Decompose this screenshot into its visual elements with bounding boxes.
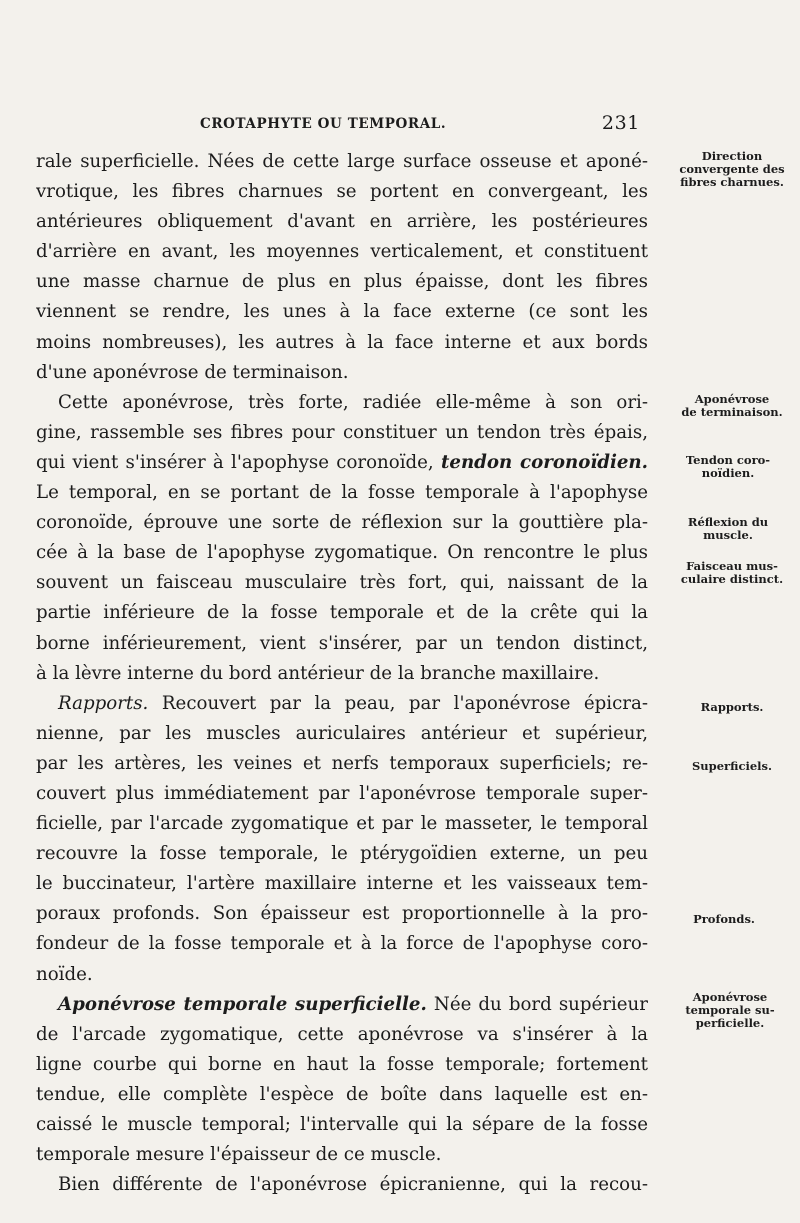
text-line xyxy=(36,689,648,719)
text-line: Le temporal, en se portant de la fosse temporale à l'apophyse xyxy=(36,482,648,504)
section-heading: Aponévrose temporale superficielle. xyxy=(58,993,427,1015)
text-line: partie inférieure de la fosse temporale et de la crête qui la xyxy=(36,602,648,624)
margin-note: Rapports. xyxy=(700,700,764,714)
margin-note: Aponévrose de terminaison. xyxy=(681,392,783,419)
text-line: vrotique, les fibres charnues se portent en convergeant, les xyxy=(36,181,648,203)
text-line: moins nombreuses), les autres à la face interne et aux bords xyxy=(36,331,648,353)
text-fragment: Née du bord supérieur xyxy=(433,993,648,1015)
text-line: d'une aponévrose de terminaison. xyxy=(36,361,349,383)
text-line: rale superficielle. Nées de cette large surface osseuse et aponé- xyxy=(36,151,648,172)
text-line xyxy=(36,448,648,478)
text-line: nienne, par les muscles auriculaires antérieur et supérieur, xyxy=(36,722,648,744)
text-line: Bien différente de l'aponévrose épicranienne, qui la recou- xyxy=(58,1174,648,1196)
text-line xyxy=(36,990,648,1020)
text-fragment: qui vient s'insérer à l'apophyse coronoïde, xyxy=(36,451,434,473)
running-header xyxy=(200,112,640,136)
header-title: CROTAPHYTE OU TEMPORAL. xyxy=(200,116,447,132)
margin-note: Réflexion du muscle. xyxy=(687,515,769,542)
section-heading: Rapports. xyxy=(58,692,149,714)
italic-term: tendon coronoïdien. xyxy=(440,451,648,473)
text-line: ligne courbe qui borne en haut la fosse temporale; fortement xyxy=(36,1053,648,1075)
text-line: couvert plus immédiatement par l'aponévrose temporale super- xyxy=(36,782,648,804)
margin-note: Direction convergente des fibres charnues. xyxy=(679,149,785,189)
margin-note: Tendon coro- noïdien. xyxy=(685,453,771,480)
main-text xyxy=(36,147,648,1200)
text-line: noïde. xyxy=(36,963,93,985)
text-line: poraux profonds. Son épaisseur est proportionnelle à la pro- xyxy=(36,903,648,925)
text-line: une masse charnue de plus en plus épaisse, dont les fibres xyxy=(36,271,648,293)
text-line: souvent un faisceau musculaire très fort, qui, naissant de la xyxy=(36,572,648,594)
text-line: ficielle, par l'arcade zygomatique et par le masseter, le temporal xyxy=(36,813,648,835)
text-line: d'arrière en avant, les moyennes verticalement, et constituent xyxy=(36,241,648,263)
text-line: cée à la base de l'apophyse zygomatique. On rencontre le plus xyxy=(36,542,648,564)
text-line: gine, rassemble ses fibres pour constituer un tendon très épais, xyxy=(36,421,648,443)
text-line: recouvre la fosse temporale, le ptérygoïdien externe, un peu xyxy=(36,843,648,865)
margin-note: Profonds. xyxy=(693,912,755,926)
text-line: borne inférieurement, vient s'insérer, par un tendon distinct, xyxy=(36,632,648,654)
margin-note: Aponévrose temporale su- perficielle. xyxy=(685,990,775,1030)
text-line: coronoïde, éprouve une sorte de réflexion sur la gouttière pla- xyxy=(36,512,648,534)
margin-note: Faisceau mus- culaire distinct. xyxy=(680,559,784,586)
page-number: 231 xyxy=(601,112,640,134)
text-line: le buccinateur, l'artère maxillaire interne et les vaisseaux tem- xyxy=(36,873,648,895)
text-fragment: Recouvert par la peau, par l'aponévrose épicra- xyxy=(161,692,648,714)
margin-note: Superficiels. xyxy=(692,759,772,773)
text-line: viennent se rendre, les unes à la face externe (ce sont les xyxy=(36,301,648,323)
text-line: Cette aponévrose, très forte, radiée elle-même à son ori- xyxy=(58,391,648,413)
text-line: à la lèvre interne du bord antérieur de la branche maxillaire. xyxy=(36,662,600,684)
text-line: tendue, elle complète l'espèce de boîte dans laquelle est en- xyxy=(36,1083,648,1105)
text-line: de l'arcade zygomatique, cette aponévrose va s'insérer à la xyxy=(36,1023,648,1045)
text-line: par les artères, les veines et nerfs temporaux superficiels; re- xyxy=(36,752,648,774)
text-line: temporale mesure l'épaisseur de ce muscle. xyxy=(36,1144,442,1166)
text-line: antérieures obliquement d'avant en arrière, les postérieures xyxy=(36,211,648,233)
text-line: caissé le muscle temporal; l'intervalle qui la sépare de la fosse xyxy=(36,1114,648,1135)
text-line: fondeur de la fosse temporale et à la force de l'apophyse coro- xyxy=(36,933,648,955)
